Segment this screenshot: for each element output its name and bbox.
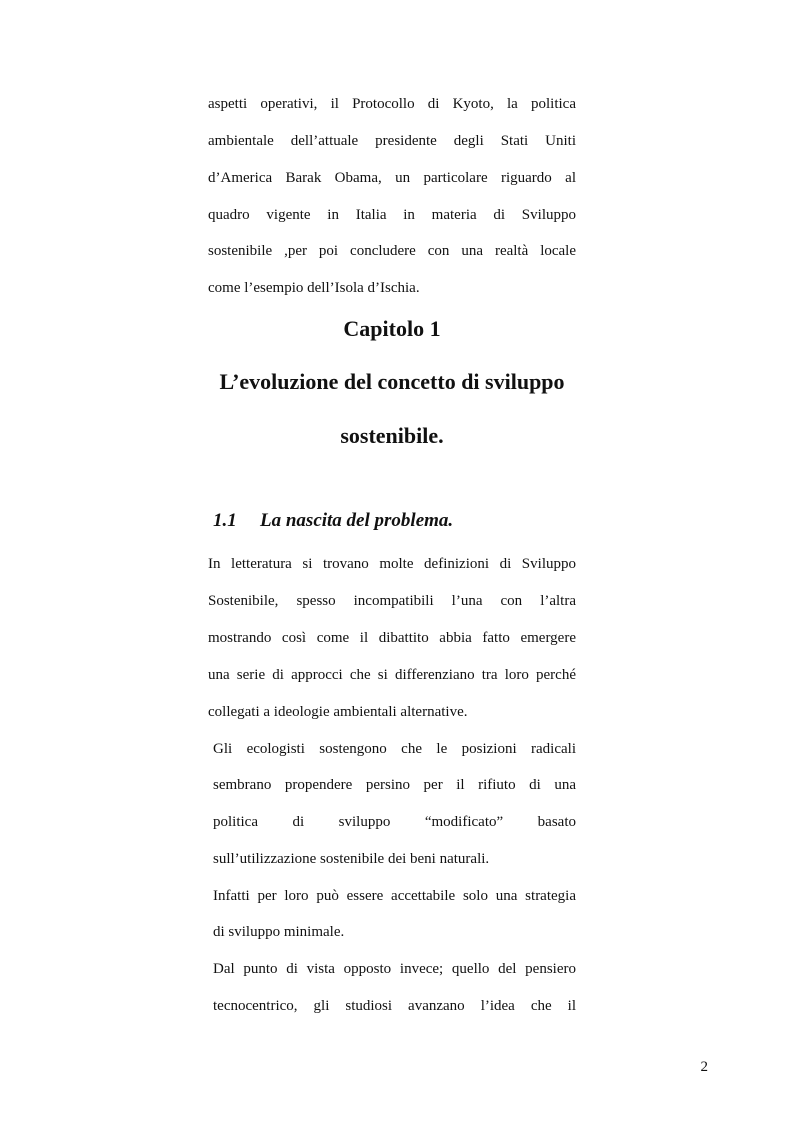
body-p1-line-5: collegati a ideologie ambientali alternative. <box>208 704 468 720</box>
chapter-label: Capitolo 1 <box>343 316 441 341</box>
body-p1-line-4: una serie di approcci che si differenziano tra loro perché <box>208 667 576 683</box>
body-p2-line-1: Gli ecologisti sostengono che le posizioni radicali <box>213 741 576 757</box>
body-p2-line-2: sembrano propendere persino per il rifiuto di una <box>213 777 576 793</box>
body-p2-line-4: sull’utilizzazione sostenibile dei beni naturali. <box>213 851 490 867</box>
body-p1-line-2: Sostenibile, spesso incompatibili l’una con l’altra <box>208 593 576 609</box>
page-number: 2 <box>700 1059 708 1075</box>
intro-line-2: ambientale dell’attuale presidente degli Stati Uniti <box>208 133 576 149</box>
body-p2-line-3: politica di sviluppo “modificato” basato <box>213 814 576 830</box>
body-p1-line-1: In letteratura si trovano molte definizioni di Sviluppo <box>208 556 576 572</box>
body-p4-line-1: Dal punto di vista opposto invece; quello del pensiero <box>213 961 576 977</box>
intro-line-4: quadro vigente in Italia in materia di Sviluppo <box>208 207 576 223</box>
chapter-title-line-2: sostenibile. <box>340 423 444 448</box>
intro-line-1: aspetti operativi, il Protocollo di Kyoto, la politica <box>208 96 576 112</box>
section-number: 1.1 <box>213 510 237 531</box>
section-title: La nascita del problema. <box>260 510 454 531</box>
intro-line-5: sostenibile ,per poi concludere con una realtà locale <box>208 243 576 259</box>
body-p1-line-3: mostrando così come il dibattito abbia fatto emergere <box>208 630 576 646</box>
intro-line-6: come l’esempio dell’Isola d’Ischia. <box>208 280 420 296</box>
body-p3-line-1: Infatti per loro può essere accettabile solo una strategia <box>213 888 576 904</box>
body-p4-line-2: tecnocentrico, gli studiosi avanzano l’idea che il <box>213 998 576 1014</box>
chapter-title-line-1: L’evoluzione del concetto di sviluppo <box>219 369 565 394</box>
body-p3-line-2: di sviluppo minimale. <box>213 924 345 940</box>
section-heading <box>213 510 453 532</box>
intro-line-3: d’America Barak Obama, un particolare riguardo al <box>208 170 576 186</box>
